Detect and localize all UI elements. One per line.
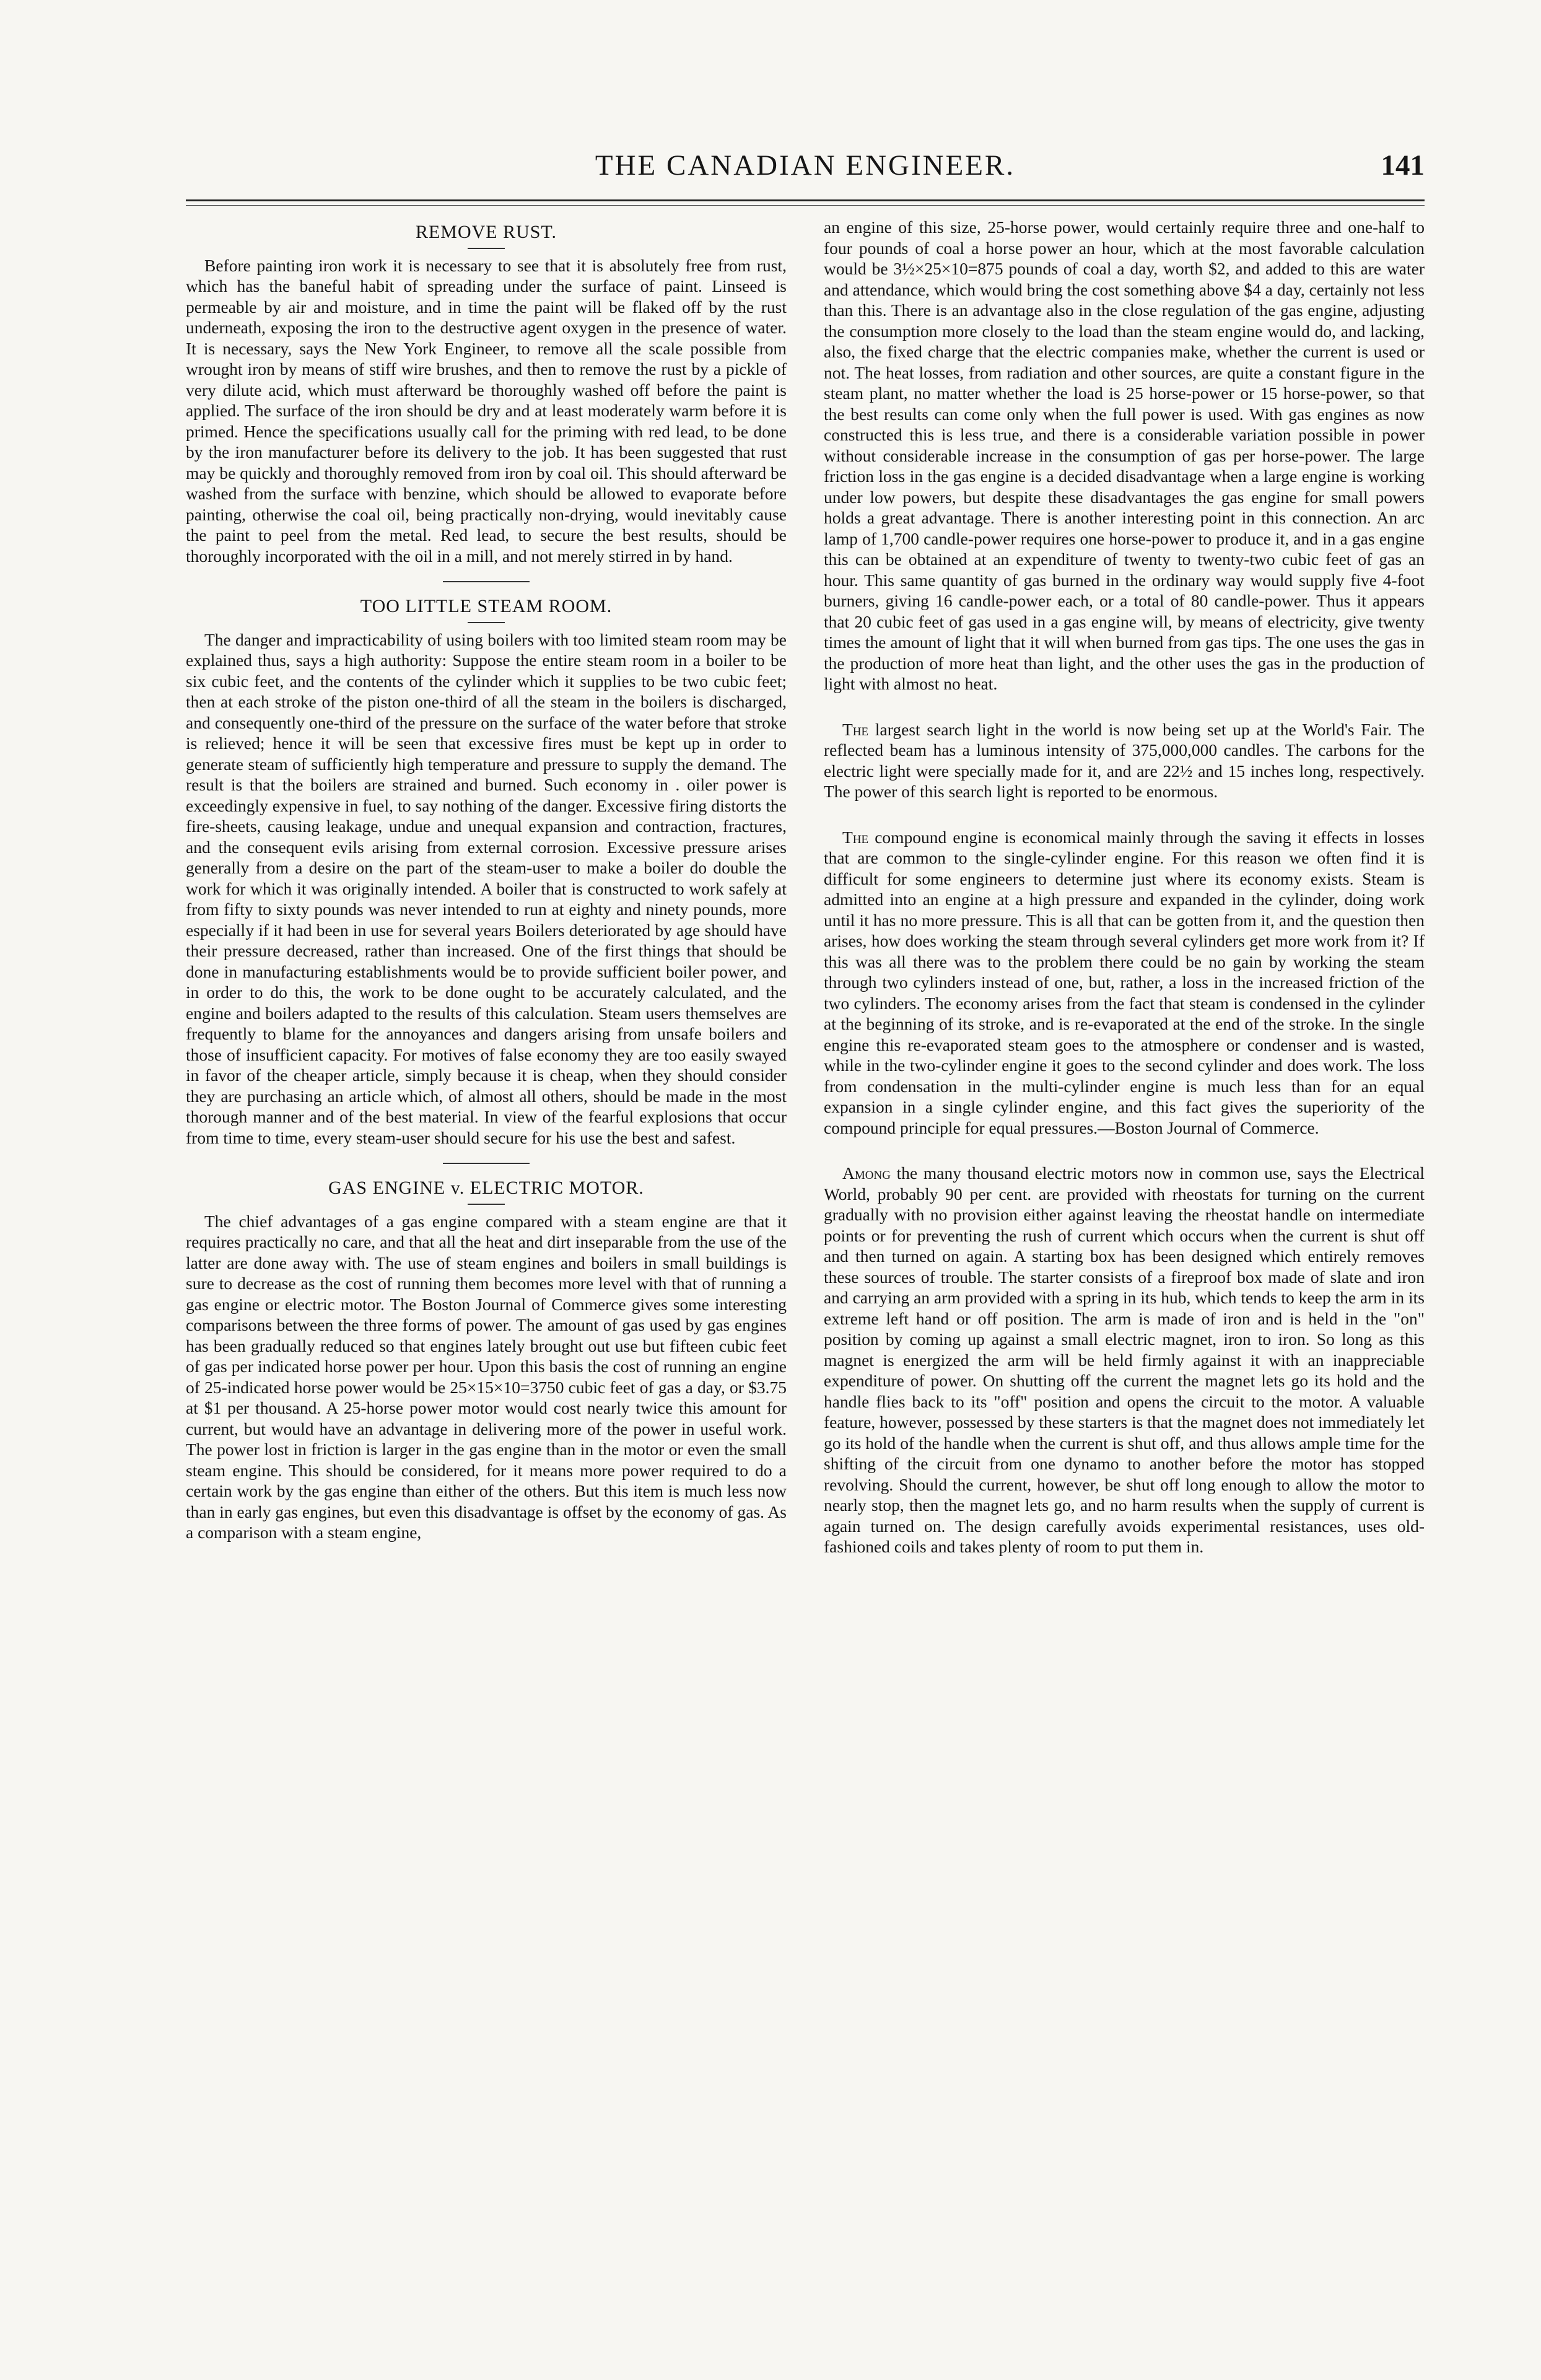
header-rule-thin bbox=[186, 205, 1425, 206]
page-number: 141 bbox=[1381, 149, 1425, 182]
article-heading-remove-rust: REMOVE RUST. bbox=[415, 222, 557, 242]
article-body-electric-motors: the many thousand electric motors now in common use, says the Electrical World, probably 90 per cent. are provided with rheostats for turning on the current gradually with no provision either against leaving the rheostat handle on intermediate points or for preventing the rush of current which occurs when the current is shut off and then turned on again. A starting box has been designed which entirely removes these sources of trouble. The starter consists of a fireproof box made of slate and iron and carrying an arm provided with a spring in its hub, which tends to keep the arm in its extreme left hand or off position. The arm is made of iron and is held in the "on" position by coming up against a small electric magnet, iron to iron. So long as this magnet is energized the arm will be held firmly against it with an inappreciable expenditure of power. On shutting off the current the magnet lets go its hold and the handle flies back to its "off" position and opens the circuit to the motor. A valuable feature, however, possessed by these starters is that the magnet does not immediately let go its hold of the handle when the current is shut off, and thus allows ample time for the shifting of the circuit from one dynamo to another before the motor has stopped revolving. Should the current, however, be shut off long enough to allow the motor to nearly stop, then the magnet lets go, and no harm results when the supply of current is again turned on. The design carefully avoids experimental resistances, uses old-fashioned coils and takes plenty of room to put them in. bbox=[824, 1163, 1425, 1556]
paragraph-gap bbox=[824, 1138, 1425, 1163]
lead-word: The bbox=[842, 719, 869, 739]
paragraph-gap bbox=[824, 694, 1425, 719]
right-column bbox=[824, 217, 1425, 2311]
lead-word: The bbox=[842, 827, 869, 847]
article-electric-motors bbox=[824, 1163, 1425, 1557]
article-heading-gas-engine: GAS ENGINE v. ELECTRIC MOTOR. bbox=[328, 1178, 644, 1198]
paragraph-gap bbox=[824, 802, 1425, 827]
article-body-steam-room: The danger and impracticability of using boilers with too limited steam room may be explained thus, says a high authority: Suppose the entire steam room in a boiler to be six cubic feet, and the contents of the cylinder which it supplies to be two cubic feet; then at each stroke of the piston one-third of all the steam in the boilers is discharged, and consequently one-third of the pressure on the surface of the water before that stroke is relieved; hence it will be seen that excessive fires must be kept up in order to generate steam of sufficiently high temperature and pressure to supply the demand. The result is that the boilers are strained and burned. Such economy in . oiler power is exceedingly expensive in fuel, to say nothing of the danger. Excessive firing distorts the fire-sheets, causing leakage, undue and unequal expansion and contraction, fractures, and the consequent evils arising from external corrosion. Excessive pressure arises generally from a desire on the part of the steam-user to make a boiler do double the work for which it was originally intended. A boiler that is constructed to work safely at from fifty to sixty pounds was never intended to run at eighty and ninety pounds, more especially if it had been in use for several years Boilers deteriorated by age should have their pressure decreased, rather than increased. One of the first things that should be done in manufacturing establishments would be to provide sufficient boiler power, and in order to do this, the work to be done ought to be accurately calculated, and the engine and boilers adapted to the results of this calculation. Steam users themselves are frequently to blame for the annoyances and dangers arising from unsafe boilers and those of insufficient capacity. For motives of false economy they are too easily swayed in favor of the cheaper article, simply because it is cheap, when they should consider they are purchasing an article which, of almost all others, should be made in the most thorough manner and of the best material. In view of the fearful explosions that occur from time to time, every steam-user should secure for his use the best and safest. bbox=[186, 629, 787, 1147]
article-body-compound-engine: compound engine is economical mainly through the saving it effects in losses that are common to the single-cylinder engine. For this reason we often find it is difficult for some engineers to determine just where its economy exists. Steam is admitted into an engine at a high pressure and expanded in the cylinder, doing work until it has no more pressure. This is all that can be gotten from it, and the question then arises, how does working the steam through several cylinders get more work from it? If this was all there was to the problem there could be no gain by working the steam through two cylinders instead of one, but, rather, a loss in the increased friction of the two cylinders. The economy arises from the fact that steam is condensed in the cylinder at the beginning of its stroke, and is re-evaporated at the end of the stroke. In the single engine this re-evaporated steam goes to the atmosphere or condenser and is wasted, while in the two-cylinder engine it goes to the second cylinder and does work. The loss from condensation in the multi-cylinder engine is much less than for an equal expansion in a single cylinder engine, and this fact gives the superiority of the compound principle for equal pressures.—Boston Journal of Commerce. bbox=[824, 827, 1425, 1137]
article-separator bbox=[443, 581, 530, 582]
article-body-searchlight: largest search light in the world is now being set up at the World's Fair. The reflected beam has a luminous intensity of 375,000,000 candles. The carbons for the electric light were specially made for it, and are 22½ and 15 inches long, respectively. The power of this search light is reported to be enormous. bbox=[824, 719, 1425, 801]
lead-word: Among bbox=[842, 1163, 891, 1183]
article-body-remove-rust: Before painting iron work it is necessary to see that it is absolutely free from rust, which has the baneful habit of spreading under the surface of paint. Linseed is permeable by air and moisture, and in time the paint will be flaked off by the rust underneath, exposing the iron to the destructive agent oxygen in the presence of water. It is necessary, says the New York Engineer, to remove all the scale possible from wrought iron by means of stiff wire brushes, and then to remove the rust by a pickle of very dilute acid, which must afterward be thoroughly washed off before the paint is applied. The surface of the iron should be dry and at least moderately warm before it is primed. Hence the specifications usually call for the priming with red lead, to be done by the iron manufacturer before its delivery to the job. It has been suggested that rust may be quickly and thoroughly removed from iron by coal oil. This should afterward be washed from the surface with benzine, which should be allowed to evaporate before painting, otherwise the coal oil, being practically non-drying, would inevitably cause the paint to peel from the metal. Red lead, to secure the best results, should be thoroughly incorporated with the oil in a mill, and not merely stirred in by hand. bbox=[186, 255, 787, 566]
left-column bbox=[186, 217, 787, 2348]
article-compound-engine bbox=[824, 827, 1425, 1139]
article-searchlight bbox=[824, 719, 1425, 802]
page-header bbox=[186, 149, 1425, 198]
running-title: THE CANADIAN ENGINEER. bbox=[595, 149, 1016, 182]
article-separator bbox=[443, 1163, 530, 1164]
heading-dash bbox=[468, 622, 505, 623]
article-heading-steam-room: TOO LITTLE STEAM ROOM. bbox=[360, 596, 613, 616]
article-body-gas-engine-continued: an engine of this size, 25-horse power, would certainly require three and one-half to four pounds of coal a horse power an hour, which at the most favorable calculation would be 3½×25×10=875 pounds of coal a day, worth $2, and added to this are water and attendance, which would bring the cost something above $4 a day, certainly not less than this. There is an advantage also in the close regulation of the gas engine, adjusting the consumption more closely to the load than the steam engine would do, and lacking, also, the fixed charge that the electric companies make, whether the current is used or not. The heat losses, from radiation and other sources, are quite a constant figure in the steam plant, no matter whether the load is 25 horse-power or 15 horse-power, so that the best results can come only when the full power is used. With gas engines as now constructed this is less true, and there is a considerable variation possible in power without considerable increase in the consumption of gas per horse-power. The large friction loss in the gas engine is a decided disadvantage when a large engine is working under low powers, but despite these disadvantages the gas engine for small powers holds a great advantage. There is another interesting point in this connection. An arc lamp of 1,700 candle-power requires one horse-power to produce it, and in a gas engine this can be obtained at an expenditure of twenty to twenty-two cubic feet of gas an hour. This same quantity of gas burned in the ordinary way would supply five 4-foot burners, giving 16 candle-power each, or a total of 80 candle-power. Thus it appears that 20 cubic feet of gas used in a gas engine will, by means of electricity, give twenty times the amount of light that it will when burned from gas tips. The one uses the gas in the production of more heat than light, and the other uses the gas in the production of light with almost no heat. bbox=[824, 217, 1425, 693]
heading-dash bbox=[468, 248, 505, 249]
header-rule bbox=[186, 199, 1425, 201]
article-body-gas-engine: The chief advantages of a gas engine compared with a steam engine are that it requires practically no care, and that all the heat and dirt inseparable from the use of the latter are done away with. The use of steam engines and boilers in small buildings is sure to decrease as the cost of running them becomes more level with that of running a gas engine or electric motor. The Boston Journal of Commerce gives some interesting comparisons between the three forms of power. The amount of gas used by gas engines has been gradually reduced so that engines lately brought out use but fifteen cubic feet of gas per indicated horse power per hour. Upon this basis the cost of running an engine of 25-indicated horse power would be 25×15×10=3750 cubic feet of gas a day, or $3.75 at $1 per thousand. A 25-horse power motor would cost nearly twice this amount for current, but would have an advantage in delivering more of the power in useful work. The power lost in friction is larger in the gas engine than in the motor or even the small steam engine. This should be considered, for it means more power required to do a certain work by the gas engine than either of the others. But this item is much less now than in early gas engines, but even this disadvantage is offset by the economy of gas. As a comparison with a steam engine, bbox=[186, 1211, 787, 1542]
heading-dash bbox=[468, 1204, 505, 1205]
